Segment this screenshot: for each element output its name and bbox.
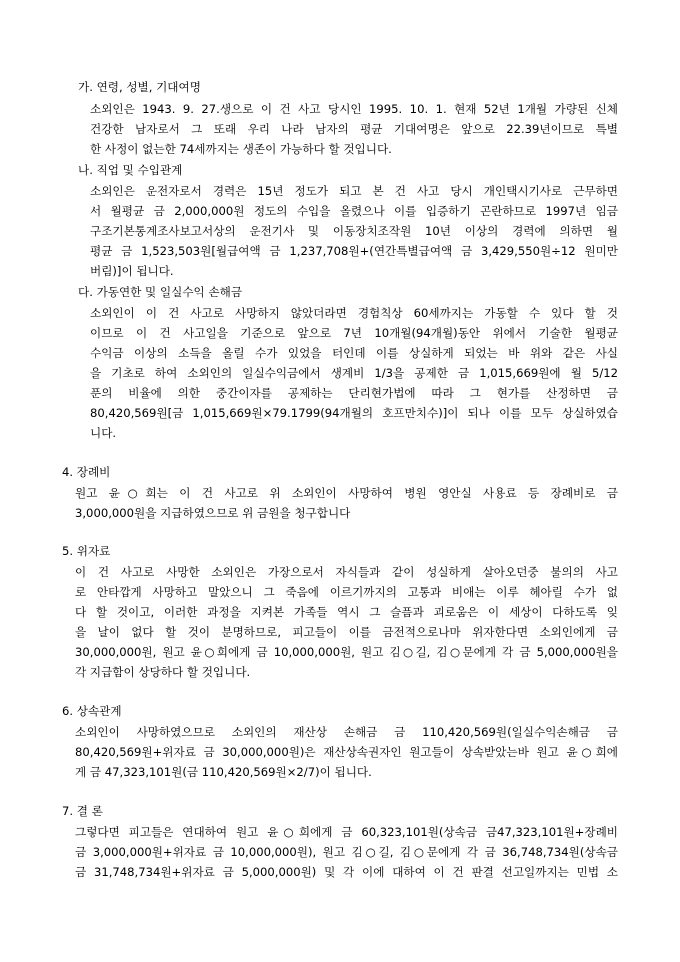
da-line-7: 니다. xyxy=(90,426,117,440)
s7-line-3: 금 31,748,734원+위자료 금 5,000,000원) 및 각 이에 대하여 이 건 판결 선고일까지는 민법 소 xyxy=(75,865,618,879)
heading-7: 7. 결 론 xyxy=(62,804,103,818)
s4-line-2: 3,000,000원을 지급하였으므로 위 금원을 청구합니다 xyxy=(75,506,351,520)
s6-line-2: 80,420,569원+위자료 금 30,000,000원)은 재산상속권자인 원고들이 상속받았는바 원고 윤○희에 xyxy=(75,745,618,759)
da-line-5: 푼의 비율에 의한 중간이자를 공제하는 단리현가법에 따라 그 현가를 산정하면 금 xyxy=(90,386,618,400)
da-line-1: 소외인이 이 건 사고로 사망하지 않았더라면 경험칙상 60세까지는 가동할 수 있다 할 것 xyxy=(90,306,618,320)
heading-na: 나. 직업 및 수입관계 xyxy=(78,163,183,177)
da-line-2: 이므로 이 건 사고일을 기준으로 앞으로 7년 10개월(94개월)동안 위에서 기술한 월평균 xyxy=(90,326,618,340)
s5-line-5: 30,000,000원, 원고 윤○희에게 금 10,000,000원, 원고 김○길, 김○문에게 각 금 5,000,000원을 xyxy=(75,645,618,659)
s5-line-2: 로 안타깝게 사망하고 말았으니 그 죽음에 이르기까지의 고통과 비애는 이루 헤아릴 수가 없 xyxy=(75,585,618,599)
heading-da: 다. 가동연한 및 일실수익 손해금 xyxy=(78,285,243,299)
s4-line-1: 원고 윤○희는 이 건 사고로 위 소외인이 사망하여 병원 영안실 사용료 등 장례비로 금 xyxy=(75,486,618,500)
s6-line-1: 소외인이 사망하였으므로 소외인의 재산상 손해금 금 110,420,569원(일실수익손해금 금 xyxy=(75,725,618,739)
heading-6: 6. 상속관계 xyxy=(62,704,122,718)
s5-line-3: 다 할 것이고, 이러한 과정을 지켜본 가족들 역시 그 슬픔과 괴로움은 이 세상이 다하도록 잊 xyxy=(75,605,618,619)
heading-5: 5. 위자료 xyxy=(62,544,111,558)
s6-line-3: 게 금 47,323,101원(금 110,420,569원×2/7)이 됩니다. xyxy=(75,765,372,779)
na-line-1: 소외인은 운전자로서 경력은 15년 정도가 되고 본 건 사고 당시 개인택시기사로 근무하면 xyxy=(90,184,618,198)
ga-line-3: 한 사정이 없는한 74세까지는 생존이 가능하다 할 것입니다. xyxy=(90,142,392,156)
ga-line-2: 건강한 남자로서 그 또래 우리 나라 남자의 평균 기대여명은 앞으로 22.39년이므로 특별 xyxy=(90,122,618,136)
da-line-6: 80,420,569원[금 1,015,669원×79.1799(94개월의 호프만치수)]이 되나 이를 모두 상실하였습 xyxy=(90,406,618,420)
s5-line-1: 이 건 사고로 사망한 소외인은 가장으로서 자식들과 같이 성실하게 살아오던중 불의의 사고 xyxy=(75,565,618,579)
s7-line-1: 그렇다면 피고들은 연대하여 원고 윤○희에게 금 60,323,101원(상속금 금47,323,101원+장례비 xyxy=(75,825,618,839)
na-line-3: 구조기본통계조사보고서상의 운전기사 및 이동장치조작원 10년 이상의 경력에 의하면 월 xyxy=(90,224,618,238)
s5-line-6: 각 지급함이 상당하다 할 것입니다. xyxy=(75,665,251,679)
na-line-2: 서 월평균 금 2,000,000원 정도의 수입을 올렸으나 이를 입증하기 곤란하므로 1997년 임금 xyxy=(90,204,618,218)
heading-4: 4. 장례비 xyxy=(62,465,111,479)
s5-line-4: 을 날이 없다 할 것이 분명하므로, 피고들이 이를 금전적으로나마 위자한다면 소외인에게 금 xyxy=(75,625,618,639)
da-line-4: 을 기초로 하여 소외인의 일실수익금에서 생계비 1/3을 공제한 금 1,015,669원에 월 5/12 xyxy=(90,366,618,380)
na-line-5: 버림)]이 됩니다. xyxy=(90,264,174,278)
na-line-4: 평균 금 1,523,503원[월급여액 금 1,237,708원+(연간특별급여액 금 3,429,550원÷12 원미만 xyxy=(90,244,618,258)
heading-ga: 가. 연령, 성별, 기대여명 xyxy=(78,80,201,94)
ga-line-1: 소외인은 1943. 9. 27.생으로 이 건 사고 당시인 1995. 10. 1. 현재 52년 1개월 가량된 신체 xyxy=(90,102,618,116)
da-line-3: 수익금 이상의 소득을 올릴 수가 있었을 터인데 이를 상실하게 되었는 바 위와 같은 사실 xyxy=(90,346,618,360)
s7-line-2: 금 3,000,000원+위자료 금 10,000,000원), 원고 김○길, 김○문에게 각 금 36,748,734원(상속금 xyxy=(75,845,618,859)
